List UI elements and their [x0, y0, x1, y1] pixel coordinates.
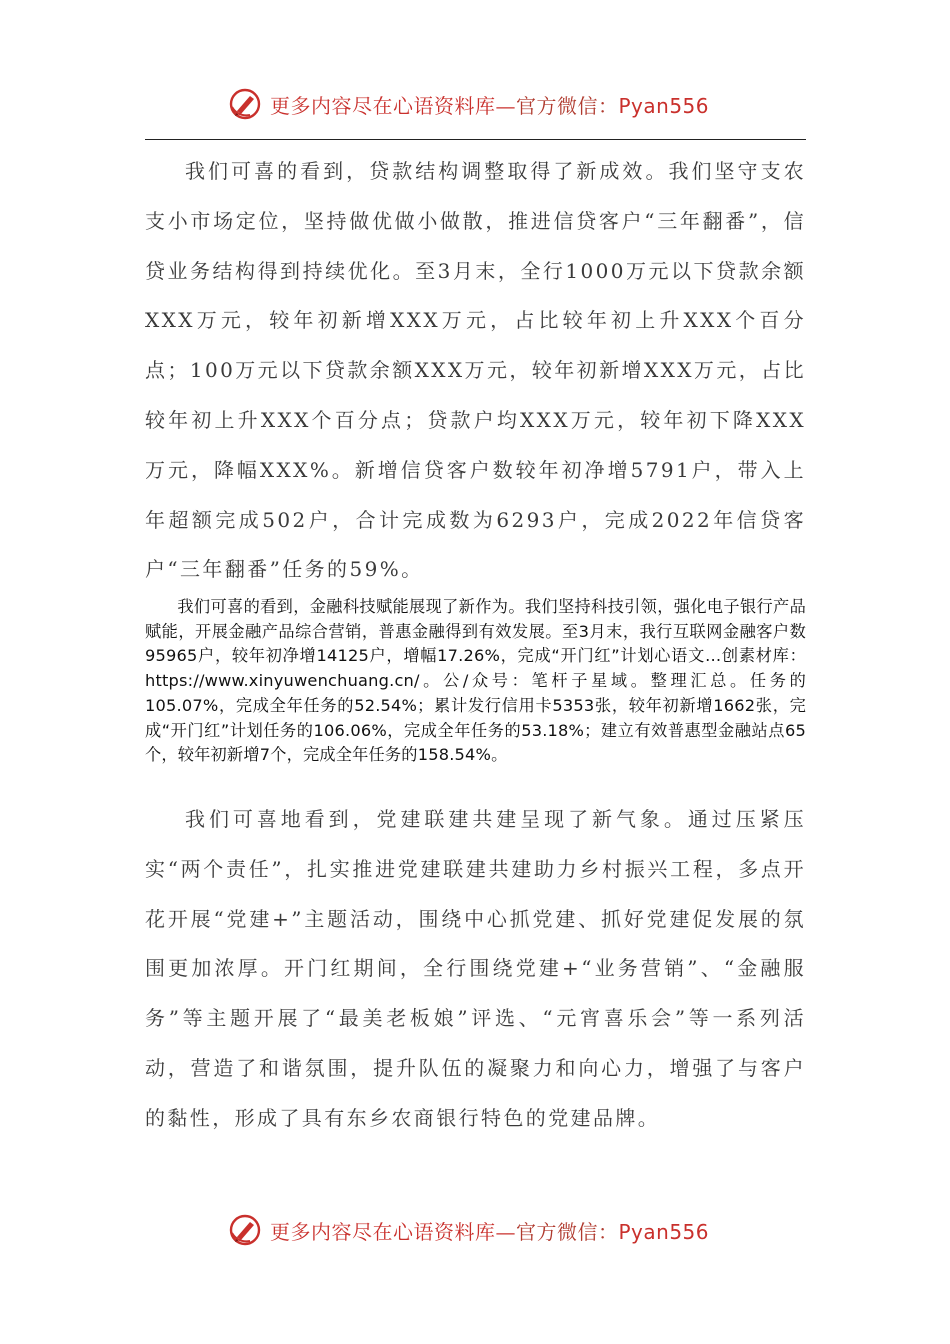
banner-text — [270, 1216, 709, 1245]
header-divider — [145, 139, 806, 140]
banner-official-label: 官方微信： — [516, 93, 619, 118]
paragraph-party-building: 我们可喜地看到，党建联建共建呈现了新气象。通过压紧压实“两个责任”，扎实推进党建联建共建助力乡村振兴工程，多点开花开展“党建+”主题活动，围绕中心抓党建、抓好党建促发展的氛围更加浓厚。开门红期间，全行围绕党建+“业务营销”、“金融服务”等主题开展了“最美老板娘”评选、“元宵喜乐会”等一系列活动，营造了和谐氛围，提升队伍的凝聚力和向心力，增强了与客户的黏性，形成了具有东乡农商银行特色的党建品牌。 — [145, 807, 806, 1130]
banner-text — [270, 90, 709, 119]
paragraph-fintech: 我们可喜的看到，金融科技赋能展现了新作为。我们坚持科技引领，强化电子银行产品赋能，开展金融产品综合营销，普惠金融得到有效发展。至3月末，我行互联网金融客户数95965户，较年初净增14125户，增幅17.26%，完成“开门红”计划心语文…创素材库：https://www.xinyuwenchuang.cn/。公/众号：笔杆子星域。整理汇总。任务的105.07%，完成全年任务的52.54%；累计发行信用卡5353张，较年初新增1662张，完成“开门红”计划任务的106.06%，完成全年任务的53.18%；建立有效普惠型金融站点65个，较年初新增7个，完成全年任务的158.54%。 — [145, 597, 806, 765]
banner-main-text: 更多内容尽在心语资料库— — [270, 1219, 516, 1244]
banner-wechat-id: Pyan556 — [618, 1219, 710, 1244]
banner-wechat-id: Pyan556 — [618, 93, 710, 118]
banner-main-text: 更多内容尽在心语资料库— — [270, 93, 516, 118]
footer-banner — [228, 1210, 709, 1250]
pen-logo-icon — [228, 1213, 262, 1247]
header-banner — [228, 84, 709, 124]
paragraph-loan-structure: 我们可喜的看到，贷款结构调整取得了新成效。我们坚守支农支小市场定位，坚持做优做小做散，推进信贷客户“三年翻番”，信贷业务结构得到持续优化。至3月末，全行1000万元以下贷款余额XXX万元，较年初新增XXX万元，占比较年初上升XXX个百分点；100万元以下贷款余额XXX万元，较年初新增XXX万元，占比较年初上升XXX个百分点；贷款户均XXX万元，较年初下降XXX万元，降幅XXX%。新增信贷客户数较年初净增5791户，带入上年超额完成502户，合计完成数为6293户，完成2022年信贷客户“三年翻番”任务的59%。 — [145, 159, 806, 582]
pen-logo-icon — [228, 87, 262, 121]
banner-official-label: 官方微信： — [516, 1219, 619, 1244]
